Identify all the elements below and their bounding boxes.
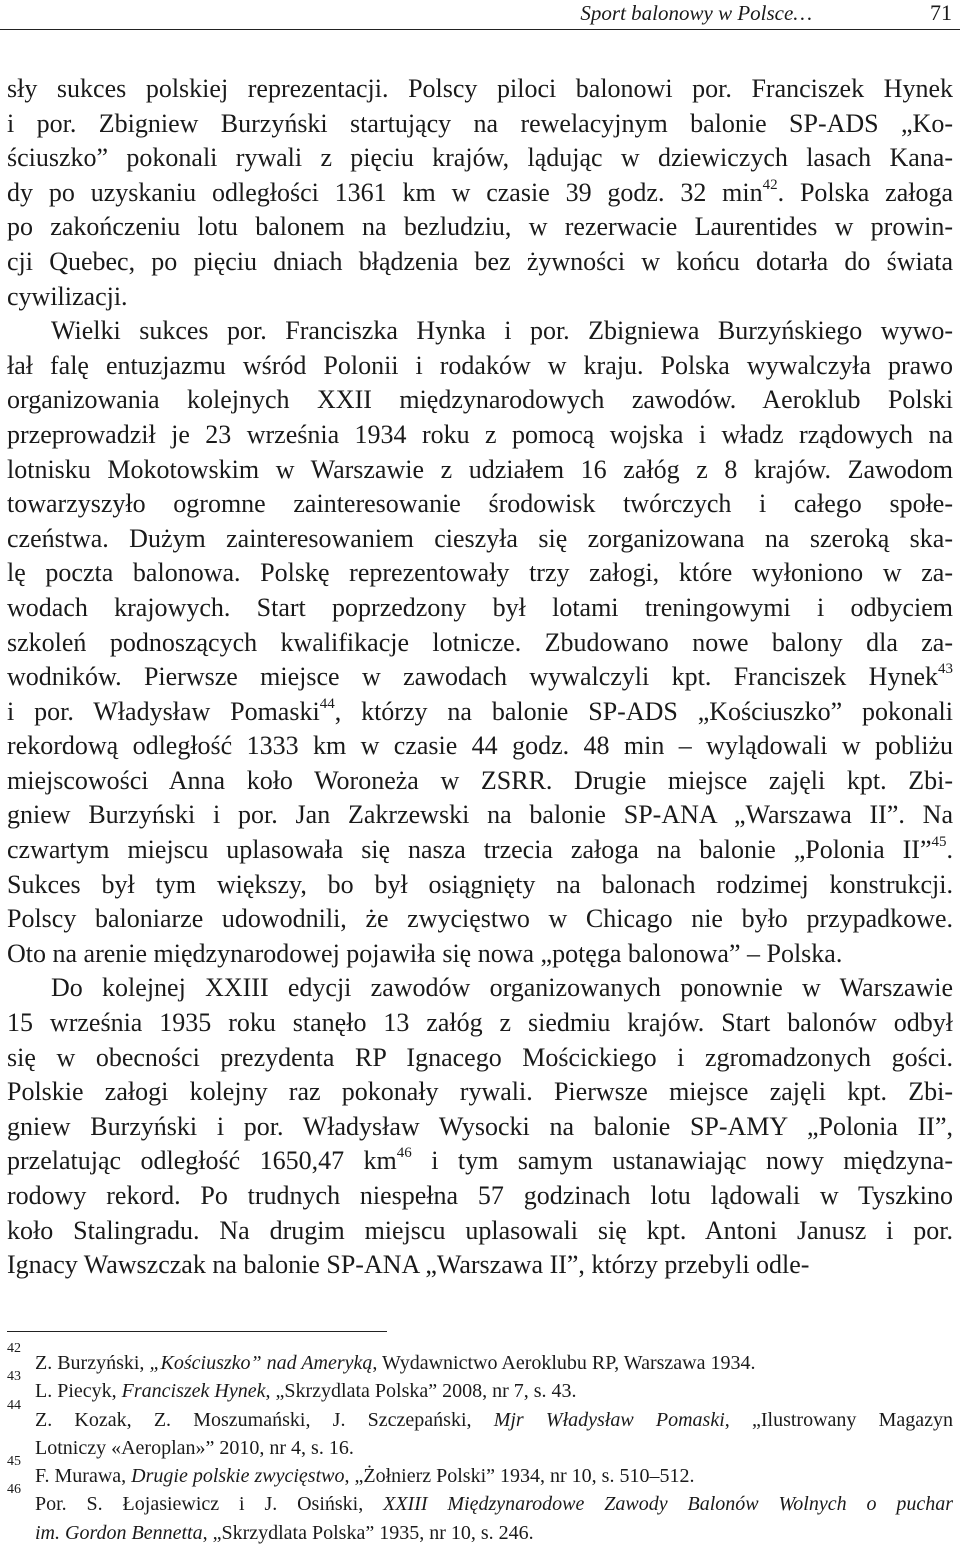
footnote-number: 43 bbox=[7, 1369, 21, 1385]
text-line: wodach krajowych. Start poprzedzony był lotami treningowymi i odbyciem bbox=[7, 592, 953, 622]
text-line: gniew Burzyński i por. Władysław Wysocki na balonie SP-AMY „Polonia II”, bbox=[7, 1111, 953, 1141]
text-line: towarzyszyło ogromne zainteresowanie środowisk twórczych i całego społe- bbox=[7, 489, 953, 519]
footnote-separator bbox=[7, 1331, 387, 1332]
footnote-reference[interactable]: 45 bbox=[931, 834, 947, 851]
text-line: Polskie załogi kolejny raz pokonały rywali. Pierwsze miejsce zajęli kpt. Zbi- bbox=[7, 1077, 953, 1107]
footnote-reference[interactable]: 44 bbox=[319, 695, 335, 712]
text-line bbox=[7, 660, 953, 695]
text-line bbox=[7, 1144, 953, 1179]
line-text: i tym samym ustanawiając nowy międzyna- bbox=[411, 1146, 953, 1176]
text-line bbox=[7, 695, 953, 730]
text-line: Polscy baloniarze udowodnili, że zwycięstwo w Chicago nie było przypadkowe. bbox=[7, 904, 953, 934]
text-line: rekordową odległość 1333 km w czasie 44 godz. 48 min – wylądowali w pobliżu bbox=[7, 731, 953, 761]
running-head bbox=[0, 0, 960, 30]
text-line: Ignacy Wawszczak na balonie SP-ANA „Warszawa II”, którzy przebyli odle- bbox=[7, 1250, 810, 1280]
footnotes bbox=[7, 1341, 953, 1547]
text-line bbox=[7, 176, 953, 211]
line-text: wodników. Pierwsze miejsce w zawodach wywalczyli kpt. Franciszek Hynek bbox=[7, 662, 938, 692]
text-line: miejscowości Anna koło Woroneża w ZSRR. Drugie miejsce zajęli kpt. Zbi- bbox=[7, 765, 953, 795]
cited-title: Franciszek Hynek bbox=[121, 1380, 266, 1403]
text-line: Sukces był tym większy, bo był osiągnięty na balonach rodzimej konstrukcji. bbox=[7, 869, 953, 899]
text-line bbox=[7, 833, 953, 868]
footnote-text: Por. S. Łojasiewicz i J. Osiński, bbox=[35, 1493, 384, 1516]
footnote-reference[interactable]: 43 bbox=[938, 661, 953, 678]
footnote-43 bbox=[7, 1369, 953, 1405]
text-line: łał falę entuzjazmu wśród Polonii i rodaków w kraju. Polska wywalczyła prawo bbox=[7, 350, 953, 380]
text-line: organizowania kolejnych XXII międzynarodowych zawodów. Aeroklub Polski bbox=[7, 385, 953, 415]
footnote-text: , „Skrzydlata Polska” 2008, nr 7, s. 43. bbox=[265, 1380, 577, 1403]
cited-title: im. Gordon Bennetta bbox=[35, 1521, 203, 1544]
text-line: cji Quebec, po pięciu dniach błądzenia bez żywności w końcu dotarła do świata bbox=[7, 246, 953, 276]
text-line: gniew Burzyński i por. Jan Zakrzewski na balonie SP-ANA „Warszawa II”. Na bbox=[7, 800, 953, 830]
footnote-reference[interactable]: 42 bbox=[762, 176, 778, 193]
footnote-45 bbox=[7, 1454, 953, 1490]
line-text: czwartym miejscu uplasowała się nasza trzecia załoga na balonie „Polonia II” bbox=[7, 835, 932, 865]
text-line: czeństwa. Dużym zainteresowaniem cieszyła się zorganizowana na szeroką ska- bbox=[7, 523, 953, 553]
footnote-text: , „Skrzydlata Polska” 1935, nr 10, s. 246. bbox=[202, 1521, 534, 1544]
text-line: lotnisku Mokotowskim w Warszawie z udziałem 16 załóg z 8 krajów. Zawodom bbox=[7, 454, 953, 484]
text-line: sły sukces polskiej reprezentacji. Polscy piloci balonowi por. Franciszek Hynek bbox=[7, 74, 953, 103]
text-line: cywilizacji. bbox=[7, 281, 128, 311]
text-line: i por. Zbigniew Burzyński startujący na rewelacyjnym balonie SP-ADS „Ko- bbox=[7, 108, 953, 138]
footnote-text: L. Piecyk, bbox=[35, 1380, 122, 1403]
footnote-text: Z. Burzyński, bbox=[35, 1352, 150, 1374]
text-line: lę poczta balonowa. Polskę reprezentowały trzy załogi, które wyłoniono w za- bbox=[7, 558, 953, 588]
footnote-text: , „Ilustrowany Magazyn bbox=[724, 1408, 953, 1431]
footnote-text: F. Murawa, bbox=[35, 1465, 132, 1488]
cited-title: XXIII Międzynarodowe Zawody Balonów Wolnych o puchar bbox=[383, 1493, 953, 1516]
footnote-number: 46 bbox=[7, 1482, 21, 1498]
line-text: przelatując odległość 1650,47 km bbox=[7, 1146, 397, 1176]
footnote-text: , „Żołnierz Polski” 1934, nr 10, s. 510–512. bbox=[344, 1465, 695, 1488]
running-title: Sport balonowy w Polsce… bbox=[580, 1, 812, 25]
footnote-number: 42 bbox=[7, 1341, 21, 1356]
body-text bbox=[7, 72, 953, 1283]
text-line: po zakończeniu lotu balonem na bezludziu, w rezerwacie Laurentides w prowin- bbox=[7, 212, 953, 242]
footnote-text: Z. Kozak, Z. Moszumański, J. Szczepański, bbox=[35, 1408, 494, 1431]
footnote-42 bbox=[7, 1341, 953, 1377]
line-text: . Polska załoga bbox=[777, 177, 954, 207]
text-line: Wielki sukces por. Franciszka Hynka i por. Zbigniewa Burzyńskiego wywo- bbox=[51, 316, 953, 346]
line-text: . bbox=[946, 835, 953, 865]
footnote-46 bbox=[7, 1482, 953, 1518]
footnote-reference[interactable]: 46 bbox=[396, 1145, 412, 1162]
cited-title: „Kościuszko” nad Ameryką bbox=[149, 1352, 373, 1374]
cited-title: Mjr Władysław Pomaski bbox=[493, 1408, 725, 1431]
line-text: , którzy na balonie SP-ADS „Kościuszko” pokonali bbox=[334, 696, 953, 726]
footnote-46-cont bbox=[7, 1519, 953, 1547]
line-text: dy po uzyskaniu odległości 1361 km w czasie 39 godz. 32 min bbox=[7, 177, 763, 207]
text-line: Oto na arenie międzynarodowej pojawiła się nowa „potęga balonowa” – Polska. bbox=[7, 938, 843, 968]
footnote-text: Lotniczy «Aeroplan»” 2010, nr 4, s. 16. bbox=[35, 1436, 354, 1459]
footnote-number: 45 bbox=[7, 1454, 21, 1470]
text-line: rodowy rekord. Po trudnych niespełna 57 godzinach lotu lądowali w Tyszkino bbox=[7, 1181, 953, 1210]
footnote-number: 44 bbox=[7, 1397, 21, 1413]
text-line: szkoleń podnoszących kwalifikacje lotnicze. Zbudowano nowe balony dla za- bbox=[7, 627, 953, 657]
text-line: koło Stalingradu. Na drugim miejscu uplasowali się kpt. Antoni Janusz i por. bbox=[7, 1215, 953, 1245]
footnote-44 bbox=[7, 1397, 953, 1434]
header-rule bbox=[0, 29, 960, 30]
text-line: się w obecności prezydenta RP Ignacego Mościckiego i zgromadzonych gości. bbox=[7, 1042, 953, 1072]
footnote-44-cont bbox=[7, 1434, 953, 1462]
text-line: 15 września 1935 roku stanęło 13 załóg z siedmiu krajów. Start balonów odbył bbox=[7, 1008, 953, 1038]
footnote-text: , Wydawnictwo Aeroklubu RP, Warszawa 1934. bbox=[372, 1352, 756, 1374]
page-number: 71 bbox=[930, 0, 952, 25]
text-line: przeprowadził je 23 września 1934 roku z pomocą wojska i władz rządowych na bbox=[7, 419, 953, 449]
line-text: i por. Władysław Pomaski bbox=[7, 696, 320, 726]
cited-title: Drugie polskie zwycięstwo bbox=[131, 1465, 345, 1488]
text-line: ściuszko” pokonali rywali z pięciu krajów, lądując w dziewiczych lasach Kana- bbox=[7, 143, 953, 173]
text-line: Do kolejnej XXIII edycji zawodów organizowanych ponownie w Warszawie bbox=[51, 973, 953, 1003]
